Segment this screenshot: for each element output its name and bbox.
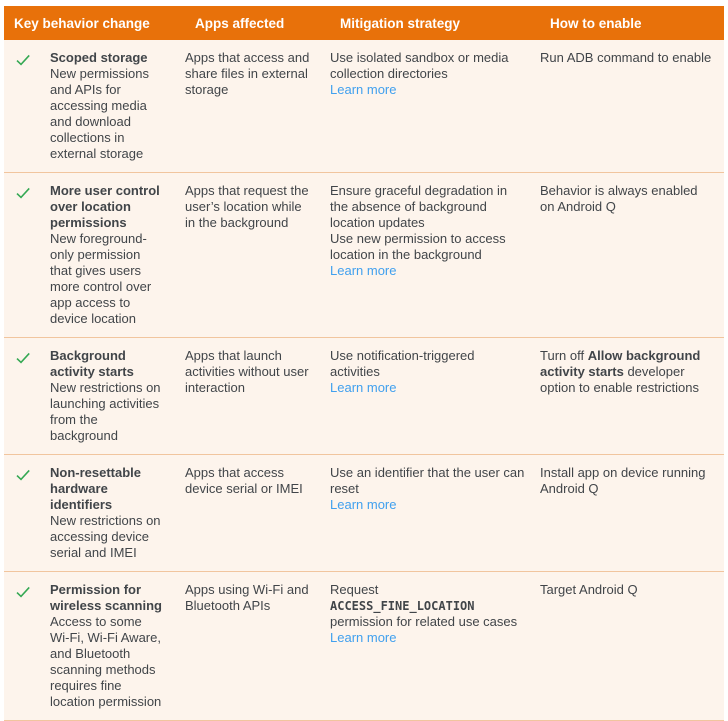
learn-more-link[interactable]: Learn more [330, 380, 397, 395]
behavior-changes-table [4, 6, 724, 721]
column-header-apps-affected: Apps affected [195, 15, 285, 31]
apps-affected-cell: Apps that request the user’s location while in the background [185, 183, 309, 230]
apps-affected-cell: Apps that launch activities without user interaction [185, 348, 309, 395]
key-behavior-cell [4, 582, 185, 710]
column-header-mitigation-strategy: Mitigation strategy [340, 15, 461, 31]
mitigation-cell [330, 183, 540, 327]
mitigation-cell [330, 465, 540, 561]
behavior-description: New restrictions on accessing device serial and IMEI [50, 513, 161, 560]
mitigation-cell [330, 348, 540, 444]
key-behavior-cell [4, 465, 185, 561]
behavior-title: Non-resettable hardware identifiers [50, 465, 142, 512]
how-to-enable-cell: Behavior is always enabled on Android Q [540, 183, 698, 214]
behavior-title: Scoped storage [50, 50, 148, 65]
check-icon [14, 183, 50, 202]
how-to-enable-cell [540, 348, 724, 444]
code-token: ACCESS_FINE_LOCATION [330, 599, 475, 613]
mitigation-text: Use notification-triggered activities [330, 348, 475, 379]
table-row [4, 455, 724, 572]
check-icon [14, 50, 50, 69]
learn-more-link[interactable]: Learn more [330, 630, 397, 645]
behavior-description: New restrictions on launching activities from the background [50, 380, 161, 443]
check-icon [14, 465, 50, 484]
apps-affected-cell: Apps that access and share files in external storage [185, 50, 310, 97]
column-header-key-behavior-change: Key behavior change [14, 15, 150, 31]
mitigation-text: Ensure graceful degradation in the absence of background location updates [330, 183, 508, 230]
key-behavior-cell [4, 183, 185, 327]
mitigation-cell [330, 582, 540, 710]
behavior-title: More user control over location permissions [50, 183, 160, 230]
table-row [4, 338, 724, 455]
table-row [4, 173, 724, 338]
mitigation-cell [330, 50, 540, 162]
mitigation-text: Request ACCESS_FINE_LOCATION permission for related use cases [330, 582, 518, 629]
mitigation-text: Use isolated sandbox or media collection directories [330, 50, 509, 81]
apps-affected-cell: Apps using Wi-Fi and Bluetooth APIs [185, 582, 309, 613]
key-behavior-cell [4, 348, 185, 444]
enable-text: Turn off [540, 348, 588, 363]
table-header-row [4, 6, 724, 40]
how-to-enable-cell: Run ADB command to enable [540, 50, 712, 65]
how-to-enable-cell: Install app on device running Android Q [540, 465, 706, 496]
enable-bold-text: Allow background activity starts [540, 348, 701, 379]
behavior-description: Access to some Wi-Fi, Wi-Fi Aware, and Bluetooth scanning methods requires fine location permission [50, 614, 162, 709]
check-icon [14, 348, 50, 367]
how-to-enable-cell: Target Android Q [540, 582, 638, 597]
enable-text: developer option to enable restrictions [540, 364, 699, 395]
behavior-description: New permissions and APIs for accessing media and download collections in external storage [50, 66, 149, 161]
mitigation-text: Use new permission to access location in the background [330, 231, 506, 262]
apps-affected-cell: Apps that access device serial or IMEI [185, 465, 303, 496]
table-row [4, 572, 724, 721]
behavior-title: Permission for wireless scanning [50, 582, 162, 613]
check-icon [14, 582, 50, 601]
learn-more-link[interactable]: Learn more [330, 497, 397, 512]
table-row [4, 40, 724, 173]
key-behavior-cell [4, 50, 185, 162]
column-header-how-to-enable: How to enable [550, 15, 642, 31]
learn-more-link[interactable]: Learn more [330, 263, 397, 278]
behavior-title: Background activity starts [50, 348, 134, 379]
mitigation-text: Use an identifier that the user can reset [330, 465, 525, 496]
behavior-description: New foreground-only permission that gives users more control over app access to device location [50, 231, 152, 326]
learn-more-link[interactable]: Learn more [330, 82, 397, 97]
